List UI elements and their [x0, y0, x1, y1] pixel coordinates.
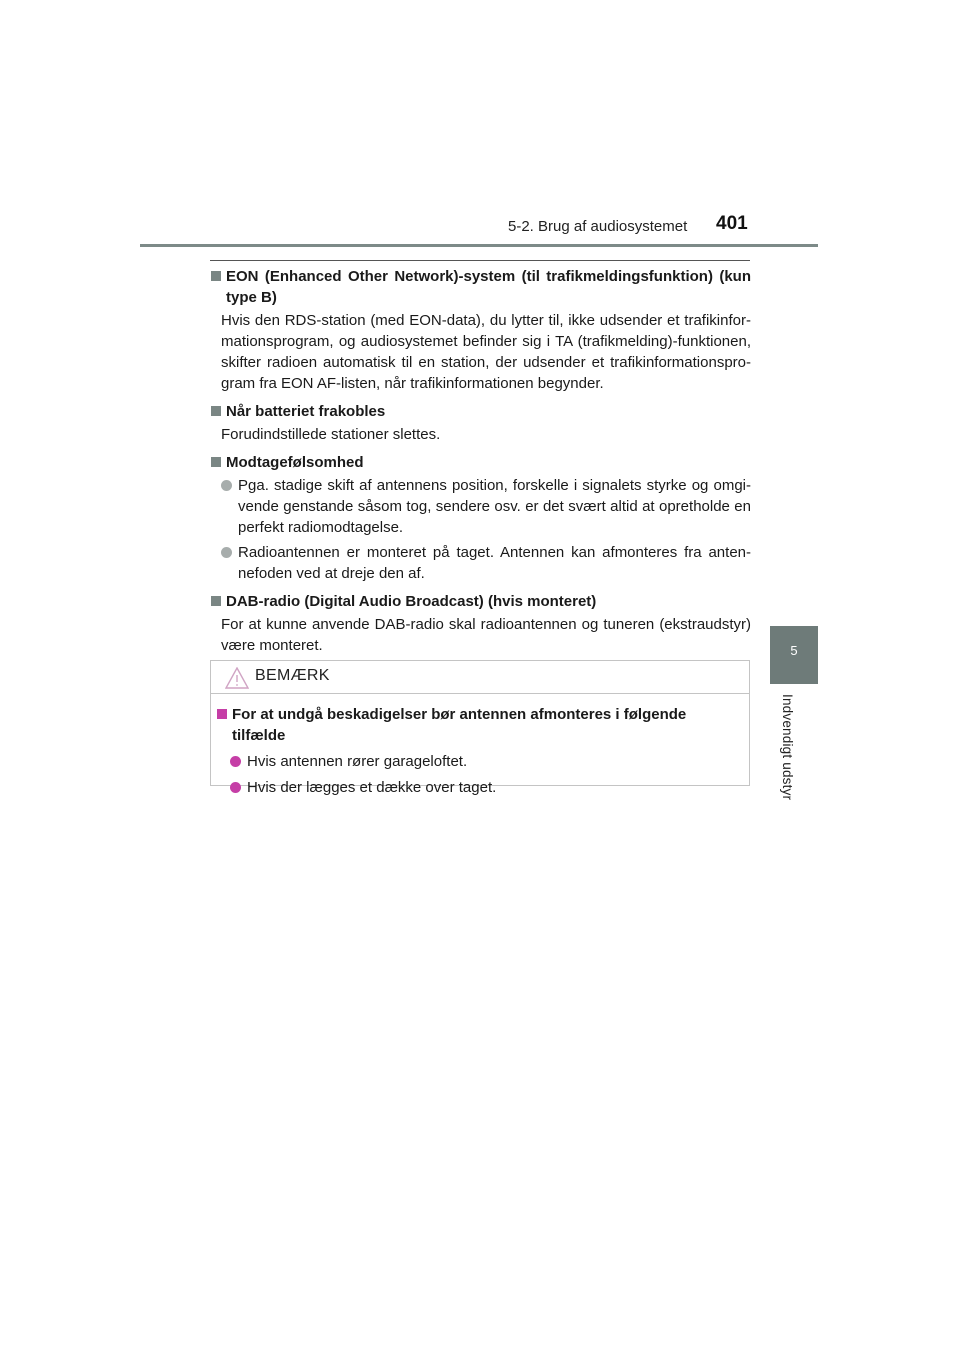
square-bullet-icon: [211, 596, 221, 606]
section-title: 5-2. Brug af audiosystemet: [508, 218, 688, 235]
section-body: Hvis den RDS-station (med EON-data), du lytter til, ikke udsender et trafikinformationsprogram, og audiosystemet befinder sig i TA (trafikmelding)-funktionen, skifter radioen automatisk til en station, der udsender et trafikinformationsprogram fra EON AF-listen, når trafikinformationen begynder.: [221, 312, 751, 392]
main-content: [211, 266, 751, 663]
circle-bullet-icon: [221, 480, 232, 491]
header-divider: [140, 244, 818, 247]
list-item: Radioantennen er monteret på taget. Antennen kan afmonteres fra antennefoden ved at dreje den af.: [211, 542, 751, 584]
notice-header: [211, 661, 749, 694]
section-heading: Når batteriet frakobles: [226, 403, 386, 420]
circle-bullet-icon: [221, 547, 232, 558]
chapter-label: Indvendigt udstyr: [780, 694, 795, 801]
section-heading: Modtagefølsomhed: [226, 454, 364, 471]
section-body: For at kunne anvende DAB-radio skal radioantennen og tuneren (ekstraudstyr) være monteret.: [221, 616, 751, 654]
square-bullet-icon: [211, 406, 221, 416]
notice-title: BEMÆRK: [255, 667, 330, 684]
list-item: Hvis antennen rører garageloftet.: [217, 751, 743, 772]
notice-box: [210, 660, 750, 796]
warning-triangle-icon: [225, 667, 249, 689]
section-heading: DAB-radio (Digital Audio Broadcast) (hvis monteret): [226, 593, 597, 610]
square-bullet-icon: [211, 271, 221, 281]
section-body: Forudindstillede stationer slettes.: [221, 426, 441, 443]
list-item: Pga. stadige skift af antennens position, forskelle i signalets styrke og omgivende genstande såsom tog, sendere osv. er det svært altid at opretholde en perfekt radiomodtagelse.: [211, 475, 751, 538]
section-dab: [211, 591, 751, 656]
page-number: 401: [716, 213, 748, 234]
section-eon: [211, 266, 751, 394]
notice-heading: For at undgå beskadigelser bør antennen afmonteres i følgende tilfælde: [217, 704, 743, 746]
chapter-tab[interactable]: [770, 626, 818, 684]
circle-bullet-icon: [230, 782, 241, 793]
square-bullet-icon: [211, 457, 221, 467]
chapter-number: 5: [790, 643, 798, 658]
list-item: Hvis der lægges et dække over taget.: [217, 777, 743, 798]
section-battery: [211, 401, 751, 445]
content-divider: [210, 260, 750, 261]
square-bullet-icon: [217, 709, 227, 719]
circle-bullet-icon: [230, 756, 241, 767]
section-heading: EON (Enhanced Other Network)-system (til trafikmeldingsfunktion) (kun type B): [226, 268, 751, 306]
section-reception: [211, 452, 751, 584]
